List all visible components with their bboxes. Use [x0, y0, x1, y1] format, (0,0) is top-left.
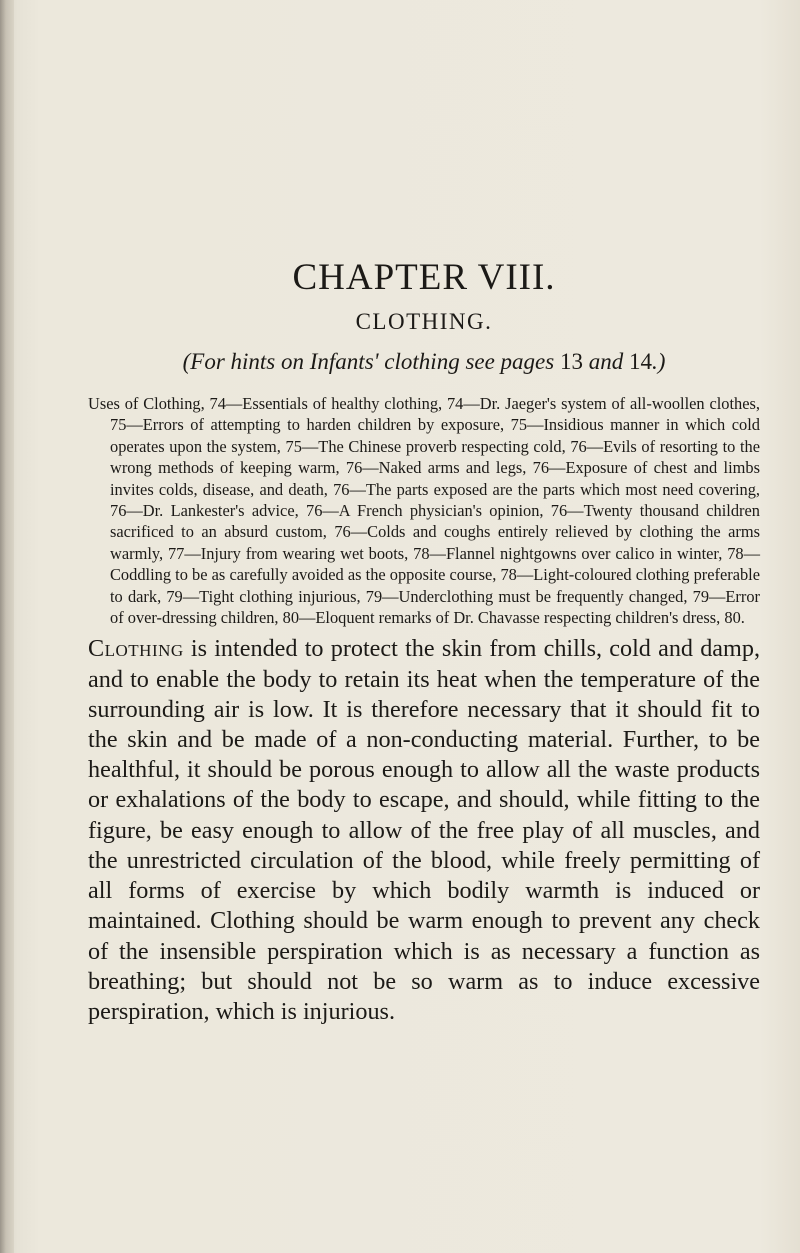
hint-suffix: .): [651, 349, 666, 374]
page-spine-shadow: [0, 0, 14, 1253]
hint-page-13: 13: [559, 349, 583, 374]
infant-clothing-hint: [88, 349, 760, 375]
chapter-title: CLOTHING.: [355, 309, 493, 334]
body-paragraph: [88, 634, 760, 1027]
lead-word: Clothing: [88, 635, 184, 663]
hint-prefix: (For hints on Infants' clothing see pages: [182, 349, 560, 374]
chapter-heading: CHAPTER VIII.: [292, 257, 556, 298]
hint-page-14: 14: [628, 349, 652, 374]
hint-and: and: [582, 349, 629, 374]
page-content: [88, 256, 760, 1027]
chapter-summary: Uses of Clothing, 74—Essentials of healthy clothing, 74—Dr. Jaeger's system of all-woollen clothes, 75—Errors of attempting to harden children by exposure, 75—Insidious manner in which cold operates upon the system, 75—The Chinese proverb respecting cold, 76—Evils of resorting to the wrong methods of keeping warm, 76—Naked arms and legs, 76—Exposure of chest and limbs invites colds, disease, and death, 76—The parts exposed are the parts which most need covering, 76—Dr. Lankester's advice, 76—A French physician's opinion, 76—Twenty thousand children sacrificed to an absurd custom, 76—Colds and coughs entirely relieved by clothing the arms warmly, 77—Injury from wearing wet boots, 78—Flannel nightgowns over calico in winter, 78—Coddling to be as carefully avoided as the opposite course, 78—Light-coloured clothing preferable to dark, 79—Tight clothing injurious, 79—Underclothing must be frequently changed, 79—Error of over-dressing children, 80—Eloquent remarks of Dr. Chavasse respecting children's dress, 80.: [88, 394, 760, 628]
body-paragraph-text: is intended to protect the skin from chills, cold and damp, and to enable the body to retain its heat when the temperature of the surrounding air is low. It is therefore necessary that it should fit to the skin and be made of a non-conducting material. Further, to be healthful, it should be porous enough to allow all the waste products or exhalations of the body to escape, and should, while fitting to the figure, be easy enough to allow of the free play of all muscles, and the unrestricted circulation of the blood, while freely permitting of all forms of exercise by which bodily warmth is induced or maintained. Clothing should be warm enough to prevent any check of the insensible perspiration which is as necessary a function as breathing; but should not be so warm as to induce excessive perspiration, which is injurious.: [88, 635, 760, 1025]
